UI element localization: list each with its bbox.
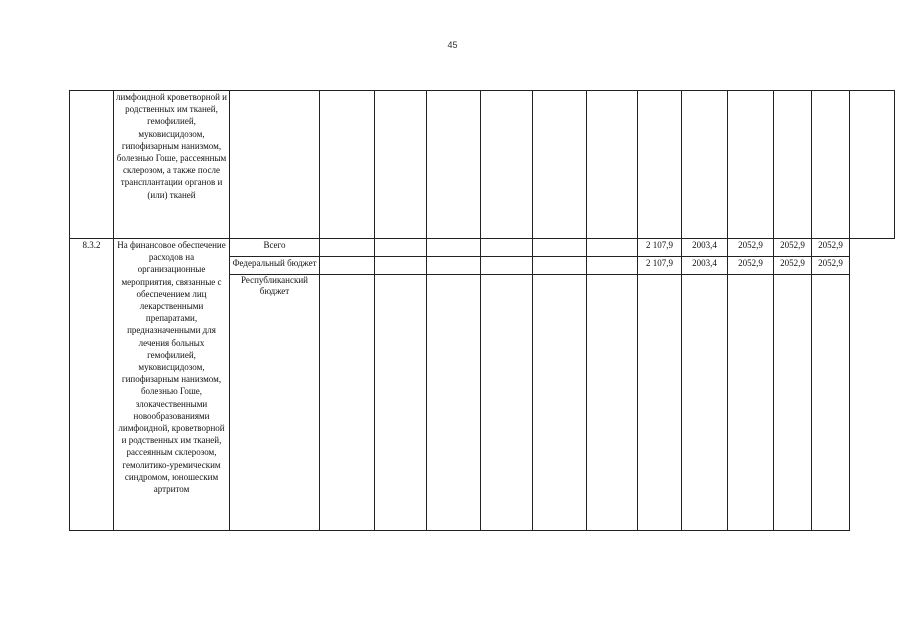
value-cell xyxy=(682,275,728,531)
value-cell xyxy=(728,275,774,531)
empty-cell xyxy=(320,239,375,257)
value-cell: 2052,9 xyxy=(728,257,774,275)
value-cell xyxy=(638,275,682,531)
empty-cell xyxy=(375,91,427,239)
value-cell: 2052,9 xyxy=(774,257,812,275)
empty-cell xyxy=(587,91,638,239)
page-number: 45 xyxy=(447,40,458,50)
empty-cell xyxy=(320,257,375,275)
value-cell: 2052,9 xyxy=(774,239,812,257)
value-cell: 2 107,9 xyxy=(638,257,682,275)
empty-cell xyxy=(375,239,427,257)
value-cell: 2 107,9 xyxy=(638,239,682,257)
empty-cell xyxy=(533,275,587,531)
source-cell: Федеральный бюджет xyxy=(230,257,320,275)
value-cell: 2003,4 xyxy=(682,257,728,275)
value-cell: 2003,4 xyxy=(682,239,728,257)
empty-cell xyxy=(587,239,638,257)
empty-cell xyxy=(427,239,481,257)
empty-cell xyxy=(427,257,481,275)
empty-cell xyxy=(427,91,481,239)
value-cell xyxy=(774,91,812,239)
value-cell xyxy=(728,91,774,239)
empty-cell xyxy=(375,275,427,531)
empty-cell xyxy=(587,275,638,531)
empty-cell xyxy=(481,275,533,531)
source-cell xyxy=(230,91,320,239)
empty-cell xyxy=(587,257,638,275)
value-cell xyxy=(682,91,728,239)
empty-cell xyxy=(375,257,427,275)
value-cell: 2052,9 xyxy=(812,239,850,257)
empty-cell xyxy=(320,275,375,531)
description-cell: лимфоидной кроветворной и родственных им тканей, гемофилией, муковисцидозом, гипофизарным нанизмом, болезнью Гоше, рассеянным склерозом, а также после трансплантации органов и (или) тканей xyxy=(114,91,230,239)
source-cell: Всего xyxy=(230,239,320,257)
empty-cell xyxy=(481,239,533,257)
empty-cell xyxy=(533,257,587,275)
value-cell xyxy=(812,275,850,531)
empty-cell xyxy=(320,91,375,239)
description-cell: На финансовое обеспечение расходов на организационные мероприятия, связанные с обеспечением лиц лекарственными препаратами, предназначенными для лечения больных гемофилией, муковисцидозом, гипофизарным нанизмом, болезнью Гоше, злокачественными новообразованиями лимфоидной, кроветворной и родственных им тканей, рассеянным склерозом, гемолитико-уремическим синдромом, юношеским артритом xyxy=(114,239,230,531)
value-cell xyxy=(812,91,850,239)
budget-table xyxy=(69,90,895,531)
table-row-continuation xyxy=(70,91,895,239)
code-cell: 8.3.2 xyxy=(70,239,114,531)
value-cell xyxy=(774,275,812,531)
value-cell: 2052,9 xyxy=(728,239,774,257)
table-row-total xyxy=(70,239,895,257)
empty-cell xyxy=(481,91,533,239)
empty-cell xyxy=(481,257,533,275)
value-cell: 2052,9 xyxy=(812,257,850,275)
source-cell: Республиканский бюджет xyxy=(230,275,320,531)
empty-cell xyxy=(533,91,587,239)
value-cell xyxy=(850,91,895,239)
empty-cell xyxy=(427,275,481,531)
code-cell xyxy=(70,91,114,239)
empty-cell xyxy=(533,239,587,257)
value-cell xyxy=(638,91,682,239)
